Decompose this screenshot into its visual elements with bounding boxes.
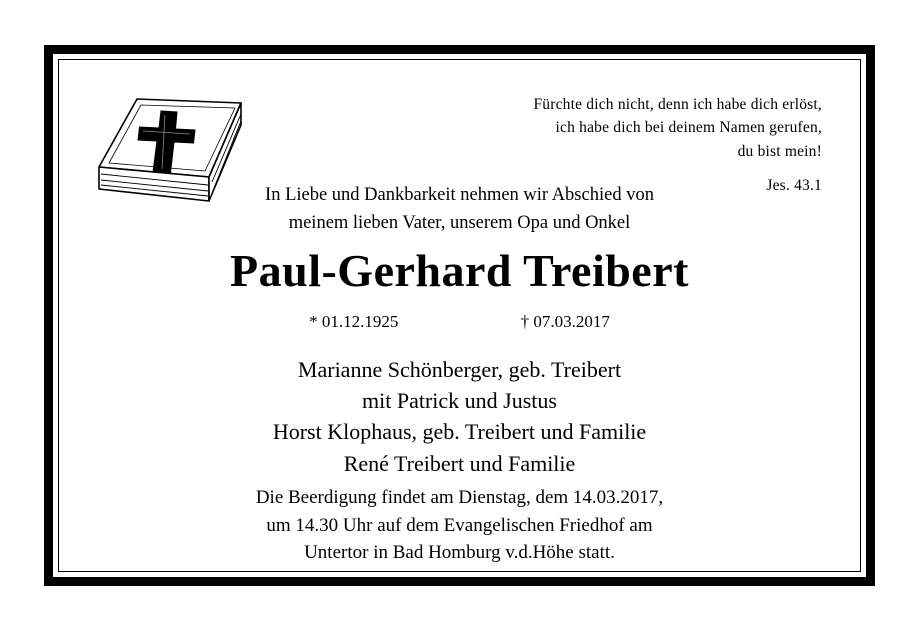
verse-reference: Jes. 43.1 — [766, 176, 822, 194]
death-date: † 07.03.2017 — [520, 312, 610, 331]
funeral-line-1: Die Beerdigung findet am Dienstag, dem 14.03.2017, — [255, 487, 664, 508]
life-dates — [59, 312, 860, 332]
intro-line-2: meinem lieben Vater, unserem Opa und Onkel — [288, 212, 631, 233]
funeral-details — [59, 484, 860, 567]
funeral-line-3: Untertor in Bad Homburg v.d.Höhe statt. — [304, 542, 615, 564]
family-list — [59, 354, 860, 479]
family-line-3: Horst Klophaus, geb. Treibert und Familie — [272, 419, 647, 445]
intro-line-1: In Liebe und Dankbarkeit nehmen wir Abschied von — [265, 185, 654, 205]
verse-line-1: Fürchte dich nicht, denn ich habe dich erlöst, — [533, 96, 822, 113]
family-line-2: mit Patrick und Justus — [362, 388, 557, 414]
family-line-4: René Treibert und Familie — [343, 450, 576, 476]
intro-text — [59, 182, 860, 238]
obituary-card-inner — [58, 59, 861, 572]
verse-line-3: du bist mein! — [737, 142, 822, 160]
family-line-1: Marianne Schönberger, geb. Treibert — [297, 357, 622, 382]
birth-date: * 01.12.1925 — [309, 312, 399, 331]
verse-line-2: ich habe dich bei deinem Namen gerufen, — [555, 119, 822, 137]
funeral-line-2: um 14.30 Uhr auf dem Evangelischen Friedhof am — [266, 514, 653, 536]
obituary-card — [44, 45, 875, 586]
deceased-name: Paul-Gerhard Treibert — [230, 245, 689, 296]
